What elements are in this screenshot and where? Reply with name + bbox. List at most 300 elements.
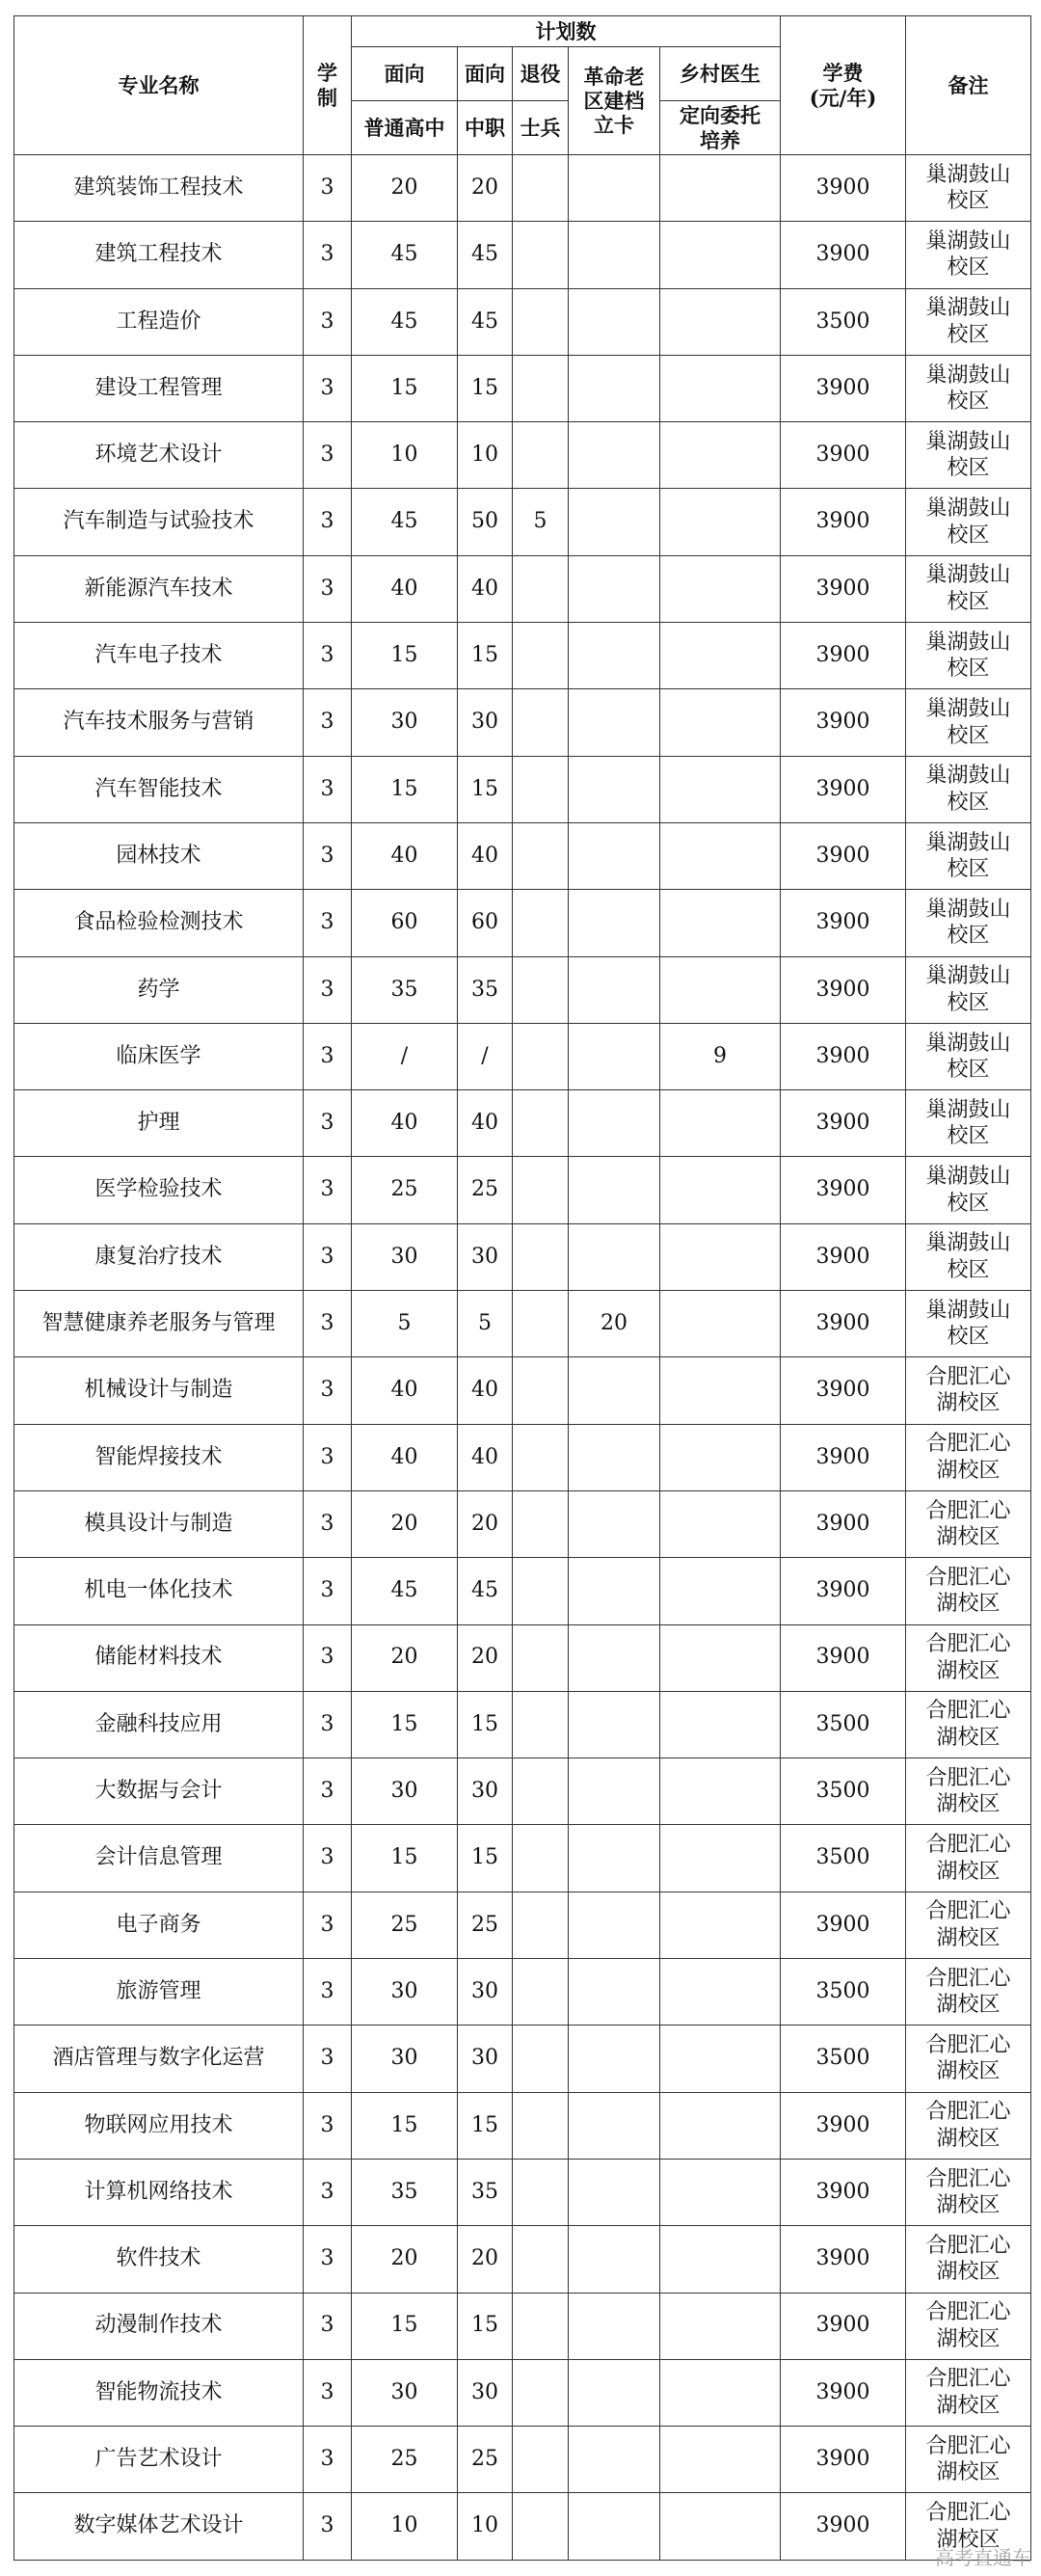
cell-rural — [660, 1558, 781, 1624]
cell-notes-line1: 合肥汇心 — [925, 1699, 1011, 1724]
cell-vocational: 25 — [458, 2427, 513, 2493]
cell-veteran — [513, 1157, 569, 1223]
cell-years: 3 — [304, 555, 352, 622]
cell-years: 3 — [304, 890, 352, 956]
table-row — [14, 1023, 1031, 1089]
cell-vocational: 10 — [458, 422, 513, 489]
cell-fee: 3900 — [781, 2159, 906, 2225]
cell-rural — [660, 222, 781, 288]
cell-general: 15 — [352, 1825, 458, 1892]
cell-major: 智能物流技术 — [14, 2359, 304, 2426]
cell-revolution — [569, 1624, 660, 1691]
cell-fee: 3900 — [781, 422, 906, 489]
cell-general: 10 — [352, 2493, 458, 2560]
header-duration — [304, 16, 352, 155]
cell-years: 3 — [304, 1223, 352, 1290]
cell-years: 3 — [304, 1959, 352, 2026]
cell-veteran — [513, 1223, 569, 1290]
table-row — [14, 2427, 1031, 2493]
cell-general: 15 — [352, 2092, 458, 2159]
cell-rural — [660, 155, 781, 222]
cell-years: 3 — [304, 288, 352, 355]
cell-vocational: 30 — [458, 2026, 513, 2092]
cell-veteran — [513, 1758, 569, 1825]
cell-general: 20 — [352, 2226, 458, 2293]
cell-notes-line2: 校区 — [947, 723, 990, 748]
cell-notes-line2: 湖校区 — [936, 2527, 1001, 2552]
cell-notes-line2: 校区 — [947, 1257, 990, 1282]
cell-revolution — [569, 756, 660, 822]
cell-veteran — [513, 2427, 569, 2493]
cell-veteran — [513, 1424, 569, 1490]
cell-notes-line2: 湖校区 — [936, 2193, 1001, 2218]
cell-general: 35 — [352, 956, 458, 1023]
cell-rural — [660, 1157, 781, 1223]
header-duration-line2: 制 — [317, 85, 337, 110]
cell-notes — [906, 355, 1031, 421]
cell-major: 建筑装饰工程技术 — [14, 155, 304, 222]
cell-rural — [660, 1090, 781, 1157]
cell-veteran — [513, 756, 569, 822]
cell-vocational: 20 — [458, 2226, 513, 2293]
cell-years: 3 — [304, 1291, 352, 1357]
cell-rural — [660, 1691, 781, 1758]
cell-rural — [660, 1892, 781, 1958]
cell-revolution — [569, 822, 660, 889]
cell-notes — [906, 1223, 1031, 1290]
cell-notes-line1: 合肥汇心 — [925, 2233, 1011, 2258]
cell-rural — [660, 2226, 781, 2293]
cell-veteran — [513, 1691, 569, 1758]
cell-revolution — [569, 489, 660, 555]
cell-veteran — [513, 2293, 569, 2359]
cell-revolution — [569, 2359, 660, 2426]
cell-years: 3 — [304, 222, 352, 288]
cell-rural — [660, 890, 781, 956]
cell-rural — [660, 1424, 781, 1490]
cell-vocational: 15 — [458, 623, 513, 689]
cell-years: 3 — [304, 155, 352, 222]
table-row — [14, 890, 1031, 956]
cell-notes-line2: 湖校区 — [936, 2393, 1001, 2418]
cell-major: 建设工程管理 — [14, 355, 304, 421]
cell-notes-line2: 湖校区 — [936, 1792, 1001, 1817]
table-row — [14, 2159, 1031, 2225]
cell-years: 3 — [304, 2359, 352, 2426]
cell-years: 3 — [304, 1825, 352, 1892]
cell-years: 3 — [304, 2092, 352, 2159]
cell-major: 新能源汽车技术 — [14, 555, 304, 622]
cell-notes — [906, 222, 1031, 288]
cell-fee: 3900 — [781, 1424, 906, 1490]
cell-general: 20 — [352, 1490, 458, 1557]
cell-notes-line1: 合肥汇心 — [925, 2501, 1011, 2526]
cell-rural — [660, 422, 781, 489]
cell-rural — [660, 2427, 781, 2493]
cell-notes-line1: 巢湖鼓山 — [925, 697, 1011, 722]
cell-general: 30 — [352, 2359, 458, 2426]
cell-rural — [660, 1490, 781, 1557]
cell-notes-line2: 湖校区 — [936, 1391, 1001, 1416]
cell-fee: 3900 — [781, 489, 906, 555]
cell-general: 60 — [352, 890, 458, 956]
cell-fee: 3900 — [781, 2427, 906, 2493]
cell-notes-line1: 巢湖鼓山 — [925, 1031, 1011, 1056]
cell-general: 30 — [352, 2026, 458, 2092]
cell-notes-line1: 合肥汇心 — [925, 1765, 1011, 1790]
cell-fee: 3900 — [781, 1223, 906, 1290]
cell-fee: 3900 — [781, 1291, 906, 1357]
table-row — [14, 288, 1031, 355]
cell-revolution — [569, 2092, 660, 2159]
cell-veteran — [513, 2359, 569, 2426]
cell-major: 汽车技术服务与营销 — [14, 689, 304, 756]
cell-notes-line1: 合肥汇心 — [925, 1498, 1011, 1523]
cell-vocational: 30 — [458, 1758, 513, 1825]
cell-general: 30 — [352, 1223, 458, 1290]
cell-notes-line2: 湖校区 — [936, 2260, 1001, 2285]
cell-notes — [906, 2026, 1031, 2092]
cell-fee: 3900 — [781, 1023, 906, 1089]
cell-general: 15 — [352, 2293, 458, 2359]
cell-rural — [660, 1825, 781, 1892]
cell-general: 35 — [352, 2159, 458, 2225]
table-row — [14, 2026, 1031, 2092]
cell-revolution — [569, 288, 660, 355]
cell-notes-line2: 湖校区 — [936, 2059, 1001, 2084]
cell-major: 医学检验技术 — [14, 1157, 304, 1223]
header-plan: 计划数 — [352, 16, 781, 47]
cell-general: 45 — [352, 222, 458, 288]
cell-revolution — [569, 422, 660, 489]
cell-veteran — [513, 890, 569, 956]
table-row — [14, 2226, 1031, 2293]
cell-vocational: 30 — [458, 689, 513, 756]
cell-years: 3 — [304, 1691, 352, 1758]
cell-notes-line1: 巢湖鼓山 — [925, 228, 1011, 254]
table-body — [14, 155, 1031, 2561]
cell-revolution — [569, 2026, 660, 2092]
cell-veteran — [513, 1023, 569, 1089]
cell-revolution — [569, 2159, 660, 2225]
header-veteran-line2: 士兵 — [513, 101, 569, 155]
cell-major: 金融科技应用 — [14, 1691, 304, 1758]
cell-revolution — [569, 689, 660, 756]
cell-notes-line1: 合肥汇心 — [925, 1966, 1011, 1991]
cell-veteran — [513, 822, 569, 889]
cell-revolution — [569, 155, 660, 222]
table-row — [14, 1223, 1031, 1290]
cell-rural — [660, 2293, 781, 2359]
cell-notes — [906, 288, 1031, 355]
cell-years: 3 — [304, 2026, 352, 2092]
cell-major: 园林技术 — [14, 822, 304, 889]
cell-notes-line1: 合肥汇心 — [925, 2100, 1011, 2125]
cell-vocational: 40 — [458, 1357, 513, 1424]
cell-revolution — [569, 1959, 660, 2026]
cell-revolution — [569, 890, 660, 956]
cell-notes-line2: 校区 — [947, 389, 990, 415]
cell-fee: 3900 — [781, 1624, 906, 1691]
header-revolution-line1: 革命老 — [583, 64, 645, 89]
cell-veteran — [513, 1558, 569, 1624]
cell-fee: 3900 — [781, 2092, 906, 2159]
cell-notes-line2: 校区 — [947, 255, 990, 281]
header-general-line1: 面向 — [352, 47, 458, 101]
cell-vocational: 40 — [458, 822, 513, 889]
cell-revolution — [569, 1558, 660, 1624]
cell-notes-line1: 巢湖鼓山 — [925, 830, 1011, 855]
cell-notes-line2: 湖校区 — [936, 1458, 1001, 1483]
cell-rural — [660, 2359, 781, 2426]
table-row — [14, 422, 1031, 489]
cell-notes-line1: 合肥汇心 — [925, 1899, 1011, 1924]
cell-vocational: 25 — [458, 1157, 513, 1223]
cell-notes-line2: 校区 — [947, 589, 990, 614]
header-duration-line1: 学 — [317, 61, 337, 86]
cell-notes-line2: 湖校区 — [936, 1658, 1001, 1683]
cell-fee: 3900 — [781, 1157, 906, 1223]
cell-vocational: 45 — [458, 288, 513, 355]
cell-general: 15 — [352, 355, 458, 421]
cell-fee: 3500 — [781, 2026, 906, 2092]
cell-notes — [906, 1490, 1031, 1557]
cell-vocational: / — [458, 1023, 513, 1089]
cell-fee: 3900 — [781, 623, 906, 689]
cell-notes — [906, 2427, 1031, 2493]
cell-revolution — [569, 1157, 660, 1223]
cell-revolution — [569, 623, 660, 689]
header-notes: 备注 — [906, 16, 1031, 155]
cell-revolution — [569, 1023, 660, 1089]
table-row — [14, 1825, 1031, 1892]
cell-vocational: 35 — [458, 2159, 513, 2225]
cell-major: 机电一体化技术 — [14, 1558, 304, 1624]
cell-veteran — [513, 222, 569, 288]
header-rural-line1: 乡村医生 — [660, 47, 781, 101]
cell-major: 旅游管理 — [14, 1959, 304, 2026]
cell-notes-line2: 湖校区 — [936, 2460, 1001, 2485]
cell-vocational: 15 — [458, 2092, 513, 2159]
table-row — [14, 822, 1031, 889]
cell-vocational: 15 — [458, 2293, 513, 2359]
header-rural-line2b: 培养 — [700, 127, 740, 152]
cell-notes — [906, 623, 1031, 689]
cell-fee: 3900 — [781, 1490, 906, 1557]
cell-notes-line2: 校区 — [947, 1124, 990, 1149]
cell-notes — [906, 2159, 1031, 2225]
cell-major: 会计信息管理 — [14, 1825, 304, 1892]
cell-general: 40 — [352, 1090, 458, 1157]
cell-major: 电子商务 — [14, 1892, 304, 1958]
cell-general: 20 — [352, 155, 458, 222]
table-row — [14, 1892, 1031, 1958]
cell-major: 智慧健康养老服务与管理 — [14, 1291, 304, 1357]
cell-fee: 3500 — [781, 1691, 906, 1758]
cell-notes — [906, 1892, 1031, 1958]
cell-notes — [906, 2092, 1031, 2159]
cell-general: 25 — [352, 1157, 458, 1223]
cell-notes-line2: 校区 — [947, 1058, 990, 1082]
table-row — [14, 1624, 1031, 1691]
cell-veteran — [513, 2092, 569, 2159]
cell-vocational: 15 — [458, 1691, 513, 1758]
cell-notes — [906, 956, 1031, 1023]
cell-notes-line2: 校区 — [947, 1325, 990, 1350]
cell-veteran — [513, 623, 569, 689]
cell-notes — [906, 822, 1031, 889]
cell-years: 3 — [304, 2293, 352, 2359]
cell-general: 40 — [352, 1357, 458, 1424]
cell-notes-line1: 巢湖鼓山 — [925, 563, 1011, 588]
cell-general: 30 — [352, 689, 458, 756]
cell-rural — [660, 1291, 781, 1357]
cell-notes — [906, 422, 1031, 489]
cell-revolution — [569, 1090, 660, 1157]
cell-rural — [660, 689, 781, 756]
table-row — [14, 756, 1031, 822]
cell-notes-line1: 合肥汇心 — [925, 1432, 1011, 1457]
cell-fee: 3900 — [781, 1892, 906, 1958]
cell-notes-line1: 合肥汇心 — [925, 2166, 1011, 2191]
cell-revolution — [569, 1825, 660, 1892]
cell-rural — [660, 956, 781, 1023]
cell-fee: 3900 — [781, 222, 906, 288]
cell-notes — [906, 756, 1031, 822]
cell-veteran — [513, 1624, 569, 1691]
table-row — [14, 1558, 1031, 1624]
cell-years: 3 — [304, 756, 352, 822]
cell-major: 智能焊接技术 — [14, 1424, 304, 1490]
cell-veteran — [513, 1825, 569, 1892]
cell-revolution — [569, 1490, 660, 1557]
cell-notes-line2: 校区 — [947, 1191, 990, 1216]
cell-revolution — [569, 1892, 660, 1958]
header-rural-line2 — [660, 101, 781, 155]
cell-major: 数字媒体艺术设计 — [14, 2493, 304, 2560]
cell-general: 15 — [352, 1691, 458, 1758]
cell-notes-line1: 合肥汇心 — [925, 2367, 1011, 2392]
header-vocational-line2: 中职 — [458, 101, 513, 155]
cell-rural — [660, 1624, 781, 1691]
cell-fee: 3900 — [781, 155, 906, 222]
cell-veteran — [513, 555, 569, 622]
cell-general: 25 — [352, 2427, 458, 2493]
cell-fee: 3900 — [781, 1090, 906, 1157]
cell-notes-line2: 校区 — [947, 857, 990, 882]
cell-years: 3 — [304, 689, 352, 756]
table-row — [14, 2359, 1031, 2426]
cell-major: 动漫制作技术 — [14, 2293, 304, 2359]
cell-veteran — [513, 1892, 569, 1958]
cell-vocational: 30 — [458, 1223, 513, 1290]
cell-fee: 3900 — [781, 555, 906, 622]
cell-years: 3 — [304, 489, 352, 555]
cell-notes-line2: 湖校区 — [936, 1993, 1001, 2018]
cell-notes-line2: 湖校区 — [936, 2326, 1001, 2351]
cell-fee: 3500 — [781, 1959, 906, 2026]
cell-years: 3 — [304, 1758, 352, 1825]
cell-veteran — [513, 2226, 569, 2293]
header-revolution — [569, 47, 660, 155]
cell-fee: 3900 — [781, 1357, 906, 1424]
cell-veteran — [513, 2493, 569, 2560]
cell-years: 3 — [304, 355, 352, 421]
cell-veteran — [513, 1490, 569, 1557]
cell-rural — [660, 756, 781, 822]
cell-notes — [906, 1291, 1031, 1357]
cell-veteran — [513, 689, 569, 756]
cell-notes-line1: 合肥汇心 — [925, 1565, 1011, 1590]
cell-notes — [906, 155, 1031, 222]
cell-revolution — [569, 2493, 660, 2560]
cell-fee: 3900 — [781, 822, 906, 889]
cell-general: 45 — [352, 1558, 458, 1624]
cell-years: 3 — [304, 2427, 352, 2493]
enrollment-plan-table — [13, 15, 1031, 2561]
cell-major: 物联网应用技术 — [14, 2092, 304, 2159]
cell-revolution — [569, 1357, 660, 1424]
cell-years: 3 — [304, 1892, 352, 1958]
cell-vocational: 30 — [458, 2359, 513, 2426]
cell-rural — [660, 2092, 781, 2159]
cell-fee: 3900 — [781, 2226, 906, 2293]
cell-notes-line2: 湖校区 — [936, 1925, 1001, 1950]
cell-major: 广告艺术设计 — [14, 2427, 304, 2493]
cell-years: 3 — [304, 422, 352, 489]
cell-notes-line2: 校区 — [947, 456, 990, 481]
cell-years: 3 — [304, 2159, 352, 2225]
cell-rural — [660, 489, 781, 555]
cell-rural — [660, 2026, 781, 2092]
header-vocational-line1: 面向 — [458, 47, 513, 101]
cell-notes-line2: 校区 — [947, 990, 990, 1015]
table-row — [14, 2293, 1031, 2359]
cell-notes-line1: 巢湖鼓山 — [925, 897, 1011, 922]
cell-revolution — [569, 956, 660, 1023]
cell-notes — [906, 2226, 1031, 2293]
cell-vocational: 30 — [458, 1959, 513, 2026]
cell-notes — [906, 1023, 1031, 1089]
table-row — [14, 555, 1031, 622]
table-row — [14, 1424, 1031, 1490]
cell-rural — [660, 555, 781, 622]
cell-notes-line2: 校区 — [947, 790, 990, 815]
cell-major: 工程造价 — [14, 288, 304, 355]
cell-major: 护理 — [14, 1090, 304, 1157]
cell-notes-line1: 合肥汇心 — [925, 2433, 1011, 2458]
header-veteran-line1: 退役 — [513, 47, 569, 101]
cell-notes — [906, 1691, 1031, 1758]
table-row — [14, 956, 1031, 1023]
cell-years: 3 — [304, 2493, 352, 2560]
cell-fee: 3500 — [781, 1758, 906, 1825]
header-fee-line1: 学费 — [822, 61, 864, 86]
cell-notes-line1: 巢湖鼓山 — [925, 162, 1011, 187]
cell-vocational: 25 — [458, 1892, 513, 1958]
cell-fee: 3900 — [781, 890, 906, 956]
cell-notes-line2: 湖校区 — [936, 1859, 1001, 1884]
header-revolution-line3: 立卡 — [594, 113, 634, 138]
cell-fee: 3900 — [781, 956, 906, 1023]
cell-major: 酒店管理与数字化运营 — [14, 2026, 304, 2092]
cell-years: 3 — [304, 1558, 352, 1624]
cell-notes-line1: 合肥汇心 — [925, 1833, 1011, 1858]
cell-fee: 3500 — [781, 1825, 906, 1892]
cell-fee: 3900 — [781, 2293, 906, 2359]
cell-revolution — [569, 2226, 660, 2293]
cell-major: 软件技术 — [14, 2226, 304, 2293]
